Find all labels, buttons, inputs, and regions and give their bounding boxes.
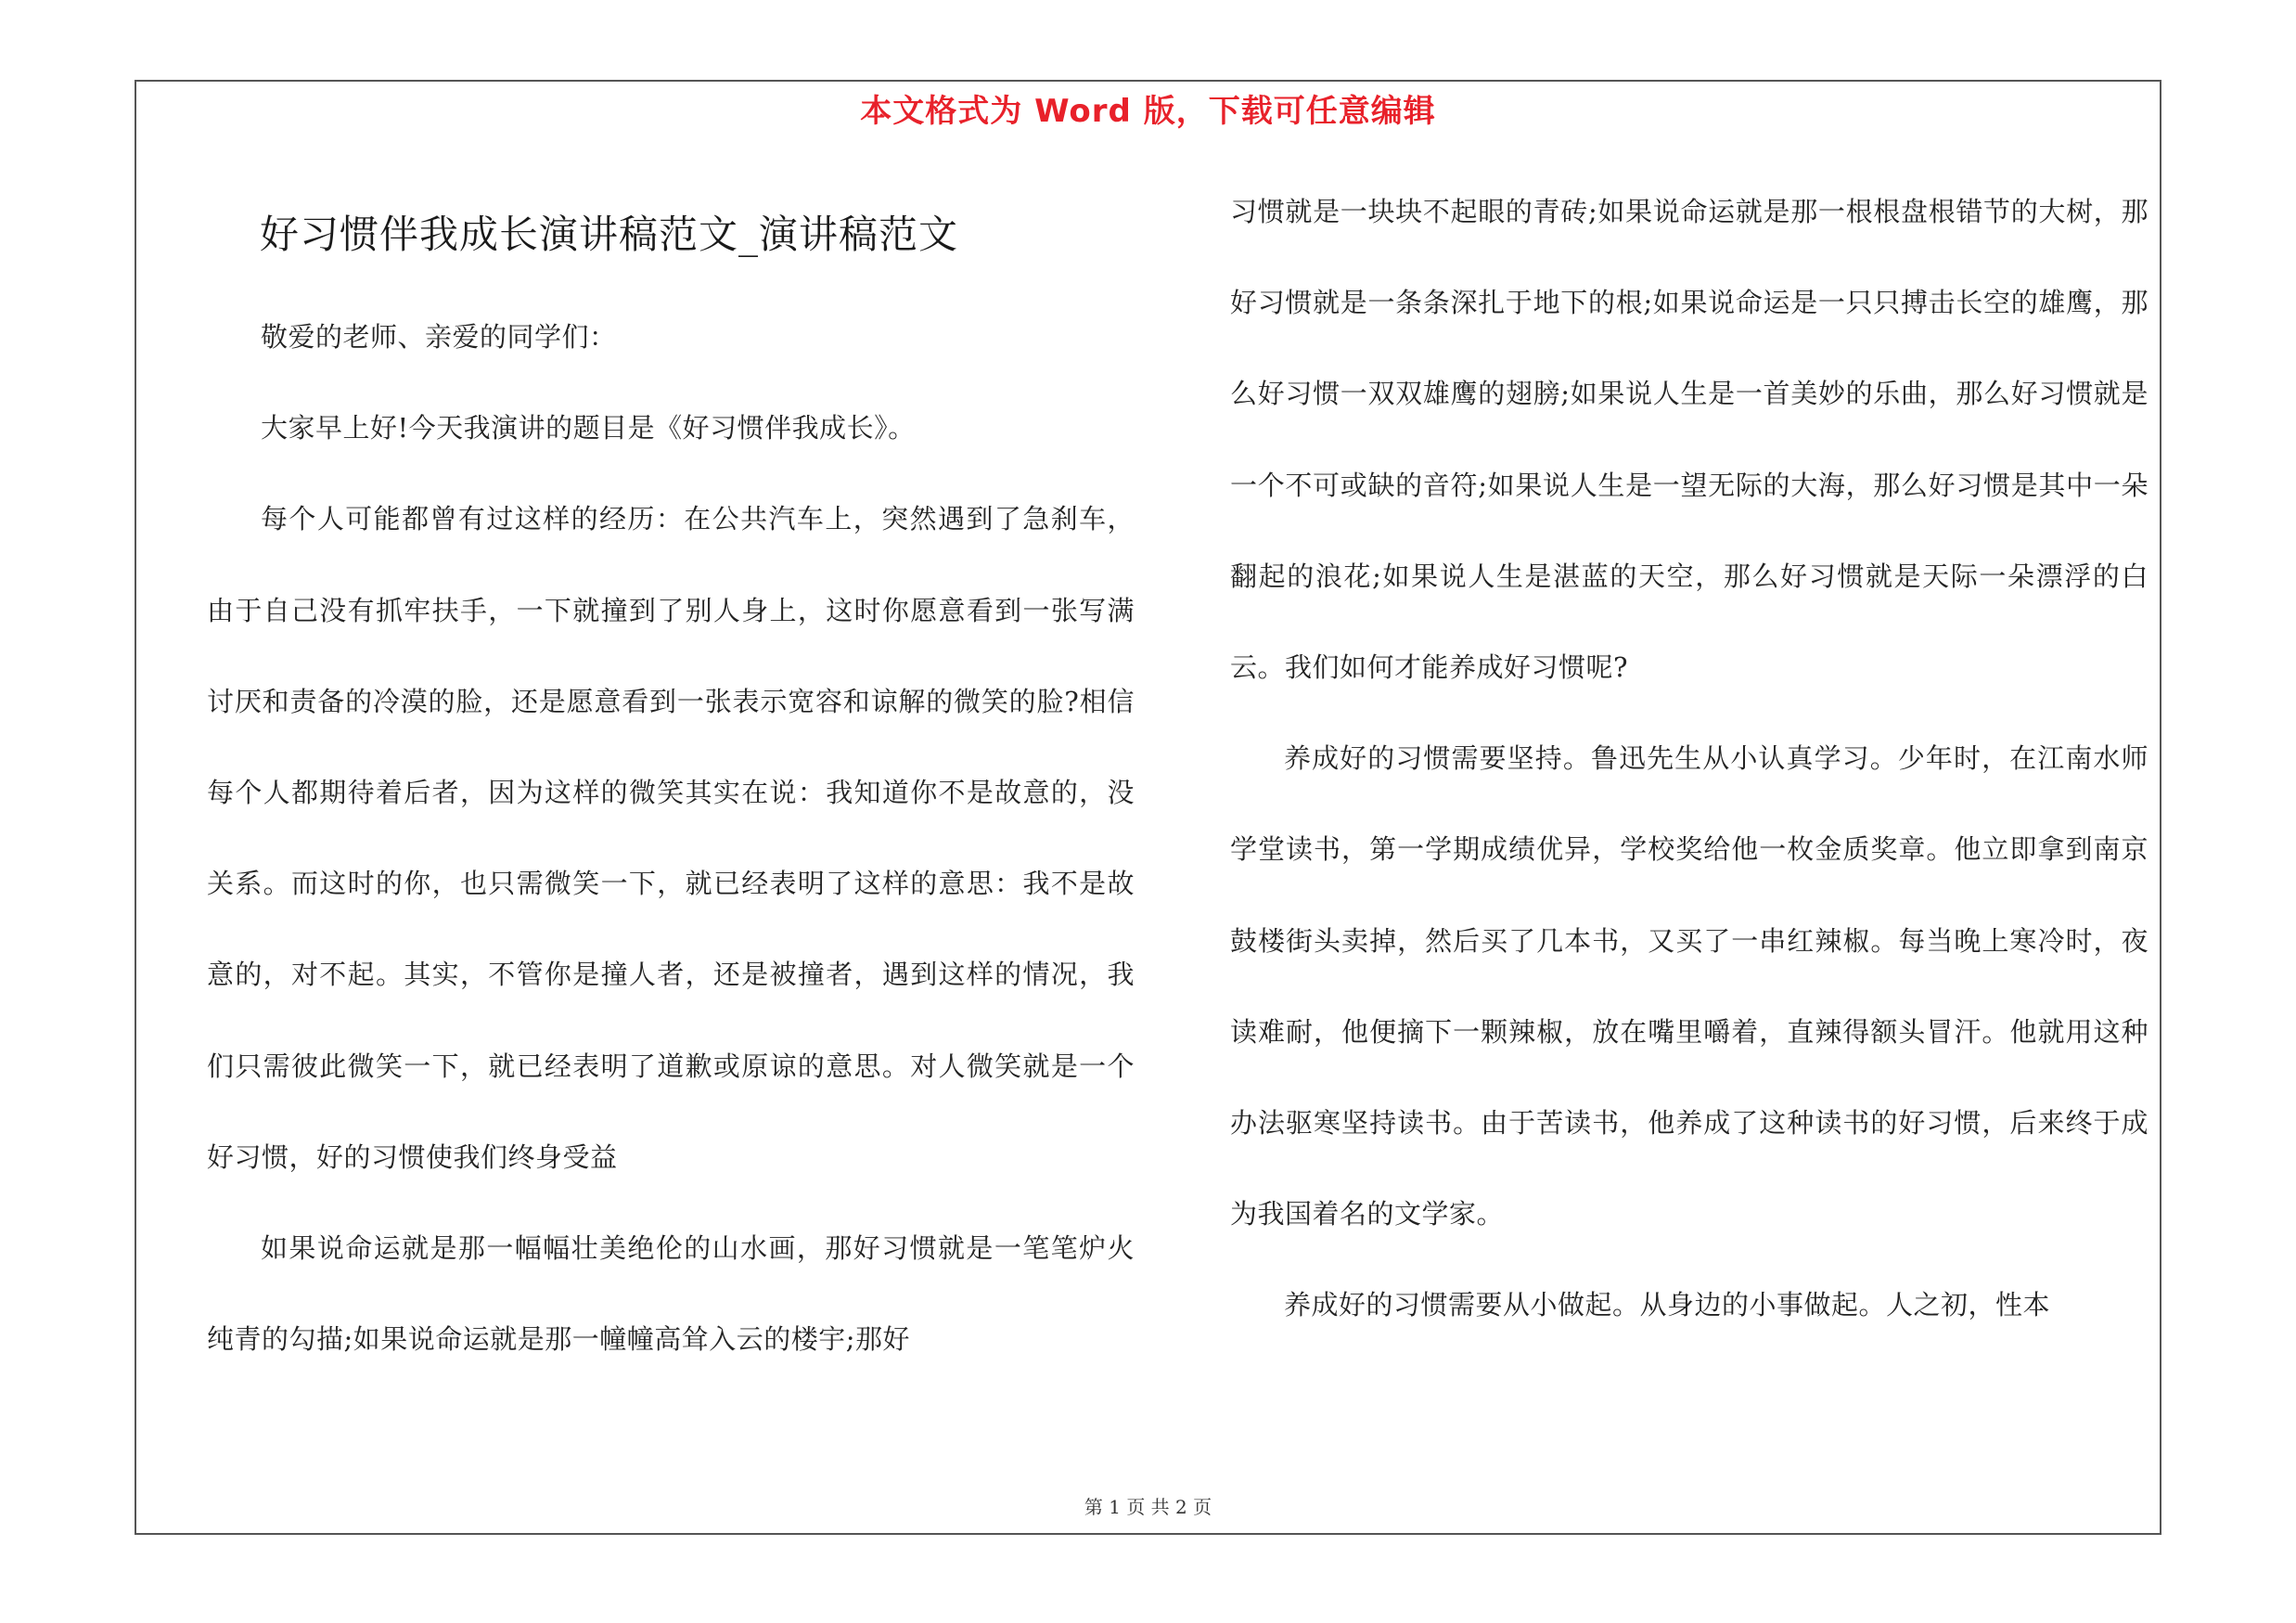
document-title: 好习惯伴我成长演讲稿范文_演讲稿范文 bbox=[260, 212, 959, 257]
header-banner: 本文格式为 Word 版，下载可任意编辑 bbox=[860, 93, 1436, 130]
paragraph-smile-story: 每个人可能都曾有过这样的经历：在公共汽车上，突然遇到了急刹车，由于自己没有抓牢扶手，一下就撞到了别人身上，这时你愿意看到一张写满讨厌和责备的冷漠的脸，还是愿意看到一张表示宽容和谅解的微笑的脸?相信每个人都期待着后者，因为这样的微笑其实在说：我知道你不是故意的，没关系。而这时的你，也只需微笑一下，就已经表明了这样的意思：我不是故意的，对不起。其实，不管你是撞人者，还是被撞者，遇到这样的情况，我们只需彼此微笑一下，就已经表明了道歉或原谅的意思。对人微笑就是一个好习惯，好的习惯使我们终身受益 bbox=[207, 503, 1135, 1173]
right-column bbox=[1230, 166, 2148, 1351]
paragraph-intro: 大家早上好!今天我演讲的题目是《好习惯伴我成长》。 bbox=[261, 412, 916, 444]
left-column bbox=[207, 291, 1135, 1385]
paragraph-persistence: 养成好的习惯需要坚持。鲁迅先生从小认真学习。少年时，在江南水师学堂读书，第一学期成绩优异，学校奖给他一枚金质奖章。他立即拿到南京鼓楼街头卖掉，然后买了几本书，又买了一串红辣椒。每当晚上寒冷时，夜读难耐，他便摘下一颗辣椒，放在嘴里嚼着，直辣得额头冒汗。他就用这种办法驱寒坚持读书。由于苦读书，他养成了这种读书的好习惯，后来终于成为我国着名的文学家。 bbox=[1230, 742, 2148, 1230]
paragraph-greeting: 敬爱的老师、亲爱的同学们： bbox=[261, 321, 617, 353]
page-number: 第 1 页 共 2 页 bbox=[1084, 1496, 1212, 1518]
paragraph-metaphor-start: 如果说命运就是那一幅幅壮美绝伦的山水画，那好习惯就是一笔笔炉火纯青的勾描;如果说命运就是那一幢幢高耸入云的楼宇;那好 bbox=[207, 1232, 1135, 1356]
paragraph-metaphor-continued: 习惯就是一块块不起眼的青砖;如果说命运就是那一根根盘根错节的大树，那好习惯就是一条条深扎于地下的根;如果说命运是一只只搏击长空的雄鹰，那么好习惯一双双雄鹰的翅膀;如果说人生是一首美妙的乐曲，那么好习惯就是一个不可或缺的音符;如果说人生是一望无际的大海，那么好习惯是其中一朵翻起的浪花;如果说人生是湛蓝的天空，那么好习惯就是天际一朵漂浮的白云。我们如何才能养成好习惯呢? bbox=[1230, 196, 2148, 684]
paragraph-start-young: 养成好的习惯需要从小做起。从身边的小事做起。人之初，性本 bbox=[1284, 1289, 2051, 1321]
